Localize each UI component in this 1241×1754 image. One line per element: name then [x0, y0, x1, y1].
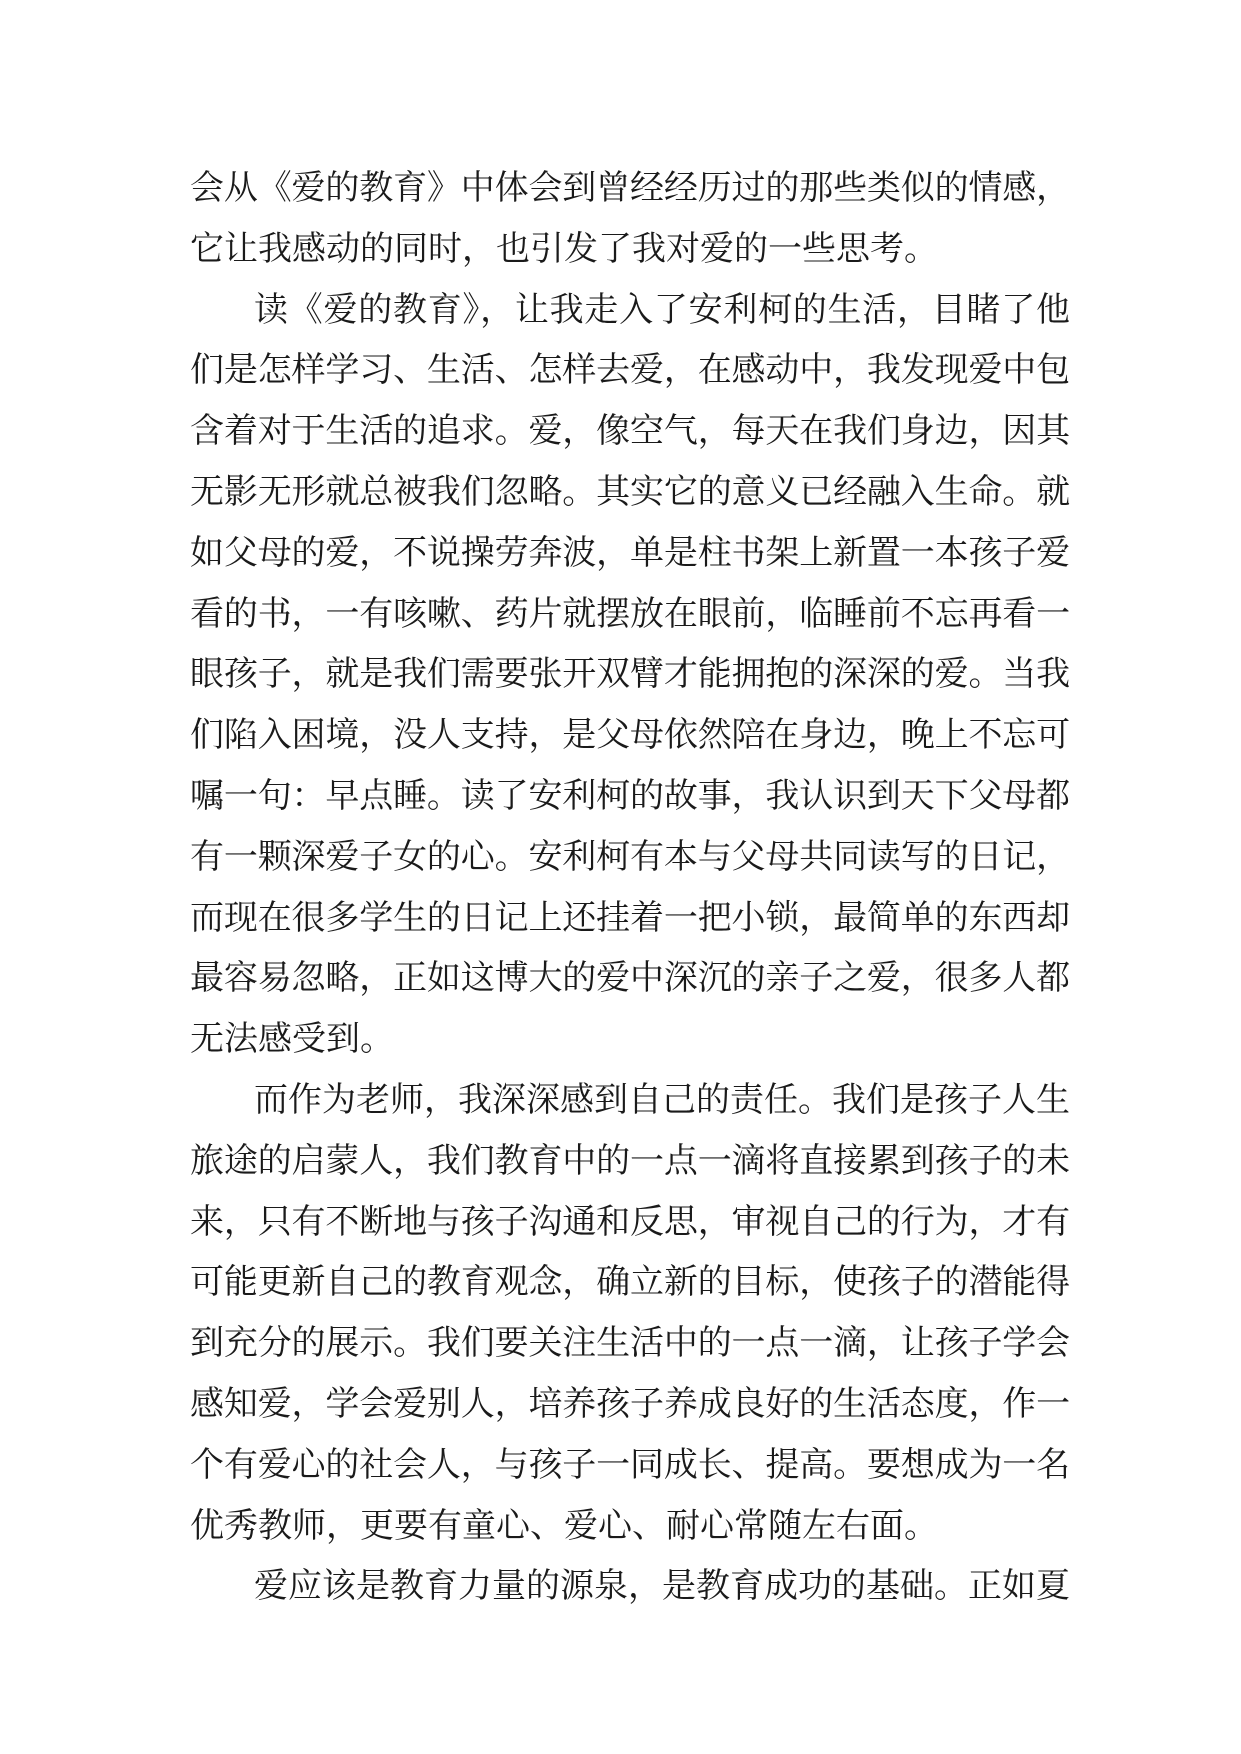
- text-line: 最容易忽略，正如这博大的爱中深沉的亲子之爱，很多人都: [190, 958, 1070, 999]
- text-line: 优秀教师，更要有童心、爱心、耐心常随左右面。: [190, 1505, 938, 1546]
- text-line: 个有爱心的社会人，与孩子一同成长、提高。要想成为一名: [190, 1444, 1070, 1485]
- text-line: 读《爱的教育》，让我走入了安利柯的生活，目睹了他: [254, 289, 1070, 330]
- text-line: 会从《爱的教育》中体会到曾经经历过的那些类似的情感，: [190, 168, 1070, 208]
- text-line: 看的书，一有咳嗽、药片就摆放在眼前，临睡前不忘再看一: [190, 593, 1070, 634]
- text-line: 来，只有不断地与孩子沟通和反思，审视自己的行为，才有: [190, 1201, 1070, 1242]
- text-line: 有一颗深爱子女的心。安利柯有本与父母共同读写的日记，: [190, 836, 1070, 877]
- text-line: 无影无形就总被我们忽略。其实它的意义已经融入生命。就: [190, 471, 1070, 512]
- text-line: 无法感受到。: [190, 1019, 394, 1060]
- text-line: 眼孩子，就是我们需要张开双臂才能拥抱的深深的爱。当我: [190, 654, 1070, 695]
- text-line: 而现在很多学生的日记上还挂着一把小锁，最简单的东西却: [190, 897, 1070, 938]
- text-line: 到充分的展示。我们要关注生活中的一点一滴，让孩子学会: [190, 1323, 1070, 1364]
- body-text: [190, 158, 1070, 1617]
- text-line: 如父母的爱，不说操劳奔波，单是柱书架上新置一本孩子爱: [190, 532, 1070, 573]
- text-line: 们是怎样学习、生活、怎样去爱，在感动中，我发现爱中包: [190, 350, 1070, 391]
- text-line: 它让我感动的同时，也引发了我对爱的一些思考。: [190, 228, 938, 269]
- text-line: 嘱一句：早点睡。读了安利柯的故事，我认识到天下父母都: [190, 775, 1070, 816]
- text-line: 们陷入困境，没人支持，是父母依然陪在身边，晚上不忘可: [190, 715, 1070, 756]
- text-line: 感知爱，学会爱别人，培养孩子养成良好的生活态度，作一: [190, 1383, 1070, 1424]
- text-line: 可能更新自己的教育观念，确立新的目标，使孩子的潜能得: [190, 1262, 1070, 1303]
- text-line: 旅途的启蒙人，我们教育中的一点一滴将直接累到孩子的未: [190, 1140, 1070, 1181]
- text-line: 而作为老师，我深深感到自己的责任。我们是孩子人生: [254, 1079, 1070, 1120]
- text-line: 含着对于生活的追求。爱，像空气，每天在我们身边，因其: [190, 411, 1070, 452]
- text-line: 爱应该是教育力量的源泉，是教育成功的基础。正如夏: [254, 1566, 1070, 1607]
